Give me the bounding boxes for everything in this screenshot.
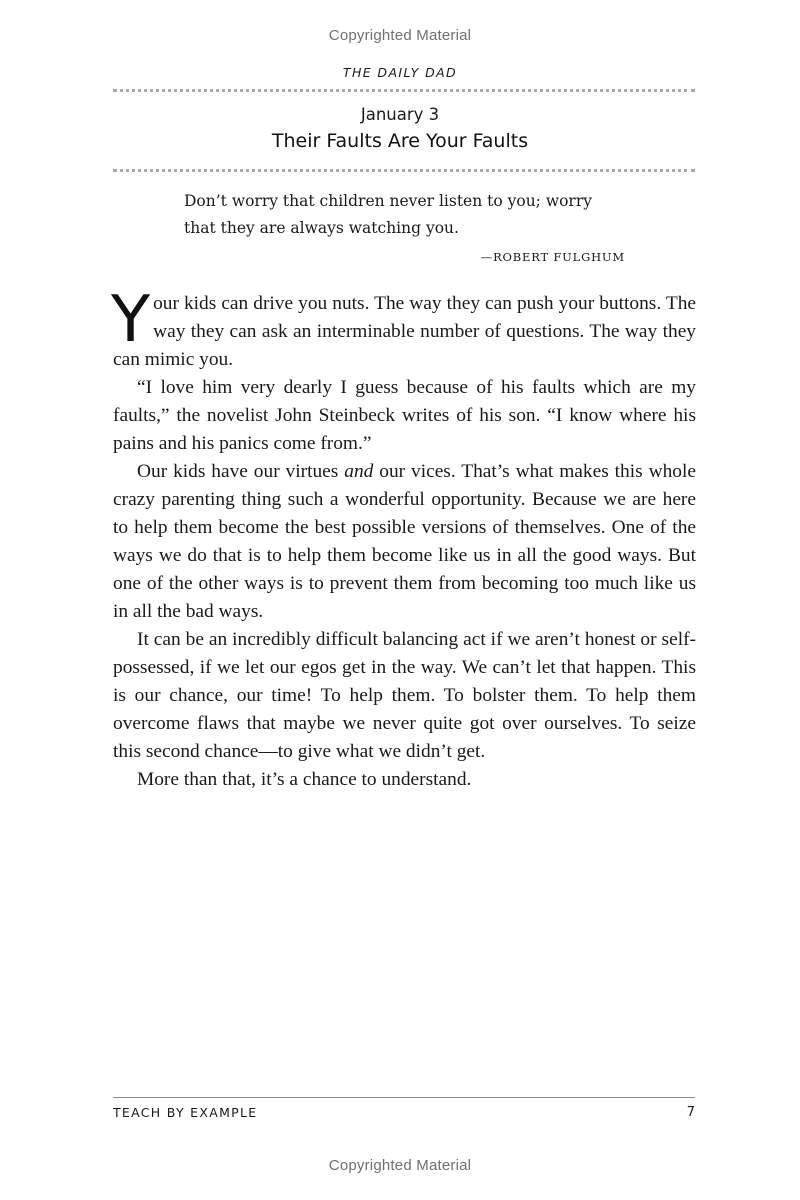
body-paragraph-4: It can be an incredibly difficult balancing act if we aren’t honest or self-possessed, if we let our egos get in the way. We can’t let that happen. This is our chance, our time! To help them. To bolster them. To help them overcome flaws that maybe we never quite got over ourselves. To seize this second chance—to give what we didn’t get. [113,629,696,762]
entry-date: January 3 [360,105,440,124]
footer-rule [113,1097,695,1098]
entry-title: Their Faults Are Your Faults [271,130,529,152]
page-number: 7 [686,1105,695,1120]
body-paragraph-3-start: Our kids have our virtues [137,461,345,482]
drop-cap: Y [111,283,151,357]
body-paragraph-3 [113,458,696,626]
epigraph-quote: Don’t worry that children never listen to you; worry that they are always watching you. [184,192,593,237]
footer-section-title: TEACH BY EXAMPLE [113,1105,258,1120]
body-text [111,283,696,794]
watermark-bottom: Copyrighted Material [328,1157,472,1174]
header-dotted-rule [113,89,695,92]
title-dotted-rule [113,169,695,172]
body-paragraph-2: “I love him very dearly I guess because of his faults which are my faults,” the novelist John Steinbeck writes of his son. “I know where his pains and his panics come from.” [113,377,696,454]
running-head: THE DAILY DAD [342,65,458,80]
body-paragraph-3-emphasis: and [344,461,374,482]
epigraph-attribution: —ROBERT FULGHUM [480,250,625,264]
watermark-top: Copyrighted Material [328,27,472,44]
body-paragraph-5: More than that, it’s a chance to understand. [137,769,472,790]
body-paragraph-3-end: our vices. That’s what makes this whole crazy parenting thing such a wonderful opportunity. Because we are here to help them become the best possible versions of themselves. One of the ways we do that is to help them become like us in all the good ways. But one of the other ways is to prevent them from becoming too much like us in all the bad ways. [113,461,696,622]
body-paragraph-1 [111,283,696,374]
body-paragraph-1-text: our kids can drive you nuts. The way they can push your buttons. The way they can ask an interminable number of questions. The way they can mimic you. [113,293,696,370]
